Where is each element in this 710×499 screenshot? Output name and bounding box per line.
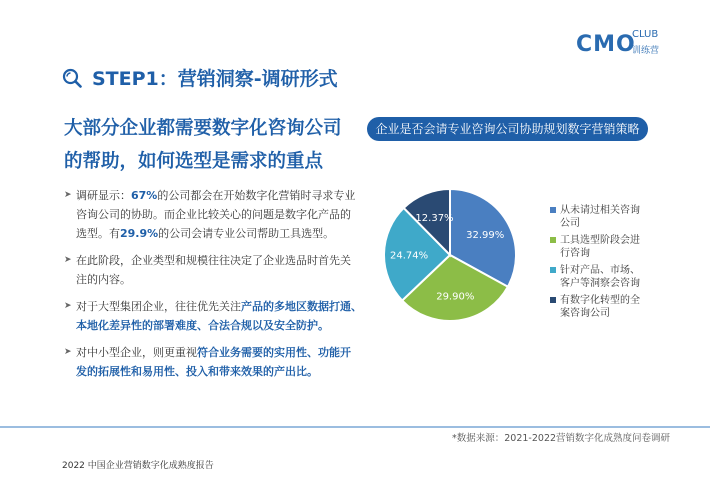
highlight-text: 产品的多地区数据打通、 [241, 300, 362, 313]
chart-title: 企业是否会请专业咨询公司协助规划数字营销策略 [367, 117, 648, 141]
headline-line: 的帮助，如何选型是需求的重点 [64, 151, 324, 172]
headline-line: 大部分企业都需要数字化咨询公司 [64, 118, 342, 139]
bullet-text: 选型。有 [76, 227, 120, 240]
slice-data-label: 12.37% [415, 213, 454, 225]
legend-swatch [550, 237, 556, 243]
logo-sub-text: 训练营 [632, 46, 660, 56]
bullet-text: 的公司会请专业公司帮助工具选型。 [158, 227, 335, 240]
legend-item [550, 204, 670, 230]
legend-item [550, 234, 670, 260]
legend-label: 工具选型阶段会进 [560, 235, 640, 246]
legend-item [550, 264, 670, 290]
legend-swatch [550, 207, 556, 213]
page-title: STEP1：营销洞察-调研形式 [92, 68, 338, 90]
footer-divider [0, 426, 710, 428]
slice-data-label: 24.74% [390, 250, 429, 262]
logo-club-text: CLUB [632, 29, 659, 40]
bullet-text: 注的内容。 [76, 273, 131, 286]
highlight-text: 29.9% [120, 227, 159, 240]
bullet-arrow-icon: ➤ [64, 301, 72, 311]
highlight-text: 本地化差异性的部署难度、合法合规以及安全防护。 [76, 319, 329, 332]
legend-label: 从未请过相关咨询 [560, 205, 640, 216]
slice-data-label: 29.90% [436, 291, 475, 303]
report-footer: 2022 中国企业营销数字化成熟度报告 [62, 461, 214, 471]
legend-label: 行咨询 [560, 248, 590, 259]
bullet-text: 在此阶段，企业类型和规模往往决定了企业选品时首先关 [76, 254, 351, 267]
logo-cmo-text: CMO [576, 32, 636, 57]
legend-swatch [550, 297, 556, 303]
data-source-note: *数据来源：2021-2022营销数字化成熟度问卷调研 [452, 433, 671, 444]
highlight-text: 发的拓展性和易用性、投入和带来效果的产出比。 [76, 365, 318, 378]
bullet-text: 的公司都会在开始数字化营销时寻求专业 [157, 189, 356, 202]
legend-item [550, 294, 670, 320]
slice-data-label: 32.99% [466, 230, 505, 242]
bullet-arrow-icon: ➤ [64, 190, 72, 200]
legend-label: 案咨询公司 [560, 308, 610, 319]
legend-label: 客户等洞察会咨询 [560, 278, 640, 289]
chart-legend [550, 204, 670, 324]
bullet-text: 咨询公司的协助。而企业比较关心的问题是数字化产品的 [76, 208, 351, 221]
legend-label: 有数字化转型的全 [560, 295, 640, 306]
bullet-text: 对于大型集团企业，往往优先关注 [76, 300, 241, 313]
highlight-text: 符合业务需要的实用性、功能开 [197, 346, 351, 359]
bullet-text: 调研显示： [76, 189, 131, 202]
legend-label: 针对产品、市场、 [560, 265, 640, 276]
legend-swatch [550, 267, 556, 273]
bullet-arrow-icon: ➤ [64, 255, 72, 265]
bullet-arrow-icon: ➤ [64, 347, 72, 357]
highlight-text: 67% [131, 189, 158, 202]
legend-label: 公司 [560, 218, 580, 229]
bullet-text: 对中小型企业，则更重视 [76, 346, 197, 359]
